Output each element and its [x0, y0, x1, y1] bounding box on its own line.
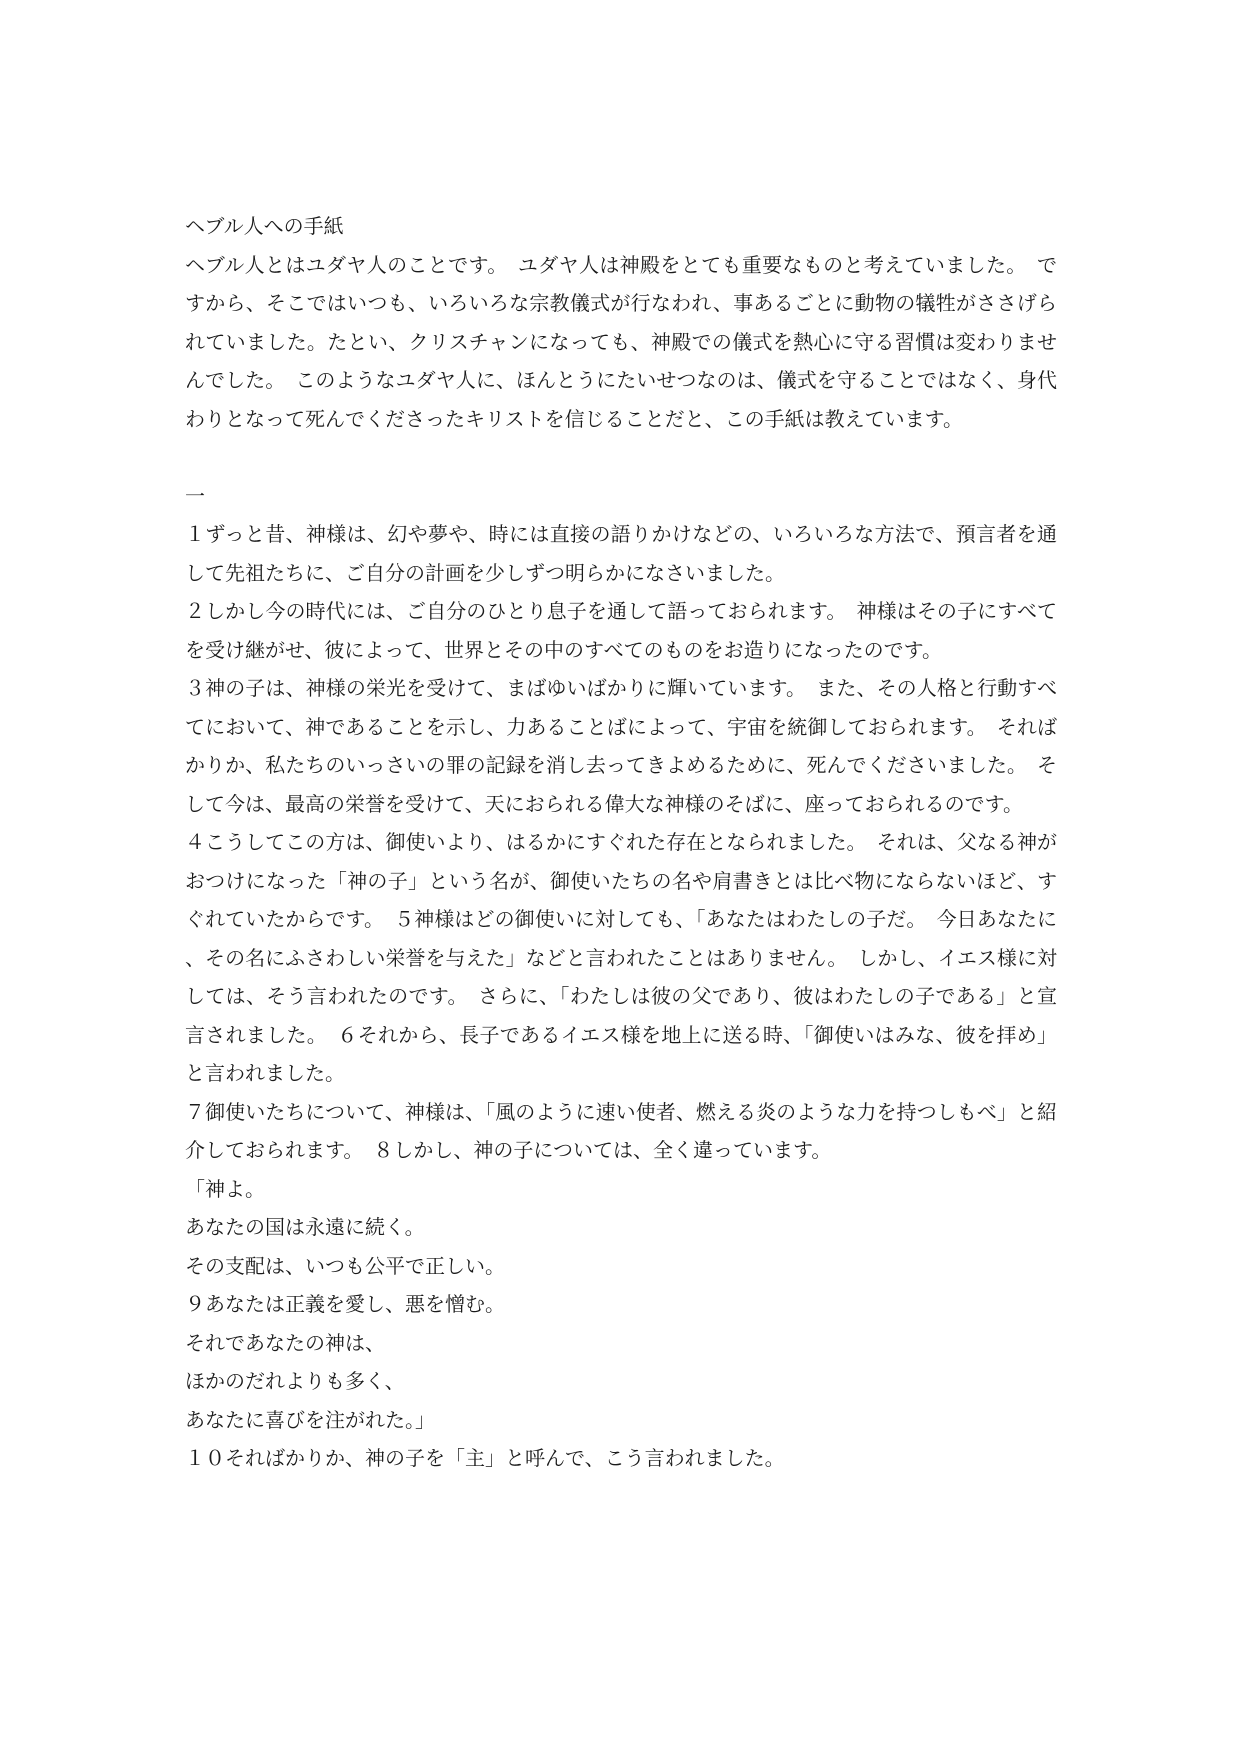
- poem-line: それであなたの神は、: [185, 1330, 385, 1355]
- chapter-heading: 一: [185, 483, 205, 508]
- poem-line: その支配は、いつも公平で正しい。: [185, 1253, 505, 1278]
- document-title: ヘブル人への手紙: [185, 214, 344, 238]
- poem-line: あなたの国は永遠に続く。: [185, 1215, 425, 1239]
- poem-line: 「神よ。: [185, 1176, 265, 1201]
- verse-paragraph: １ずっと昔、神様は、幻や夢や、時には直接の語りかけなどの、いろいろな方法で、預言者を通して先祖たちに、ご自分の計画を少しずつ明らかになさいました。: [185, 522, 1057, 585]
- poem-line: ９あなたは正義を愛し、悪を憎む。: [185, 1292, 505, 1316]
- verse-paragraph: ７御使いたちについて、神様は、「風のように速い使者、燃える炎のような力を持つしもべ」と紹介しておられます。 ８しかし、神の子については、全く違っています。: [185, 1099, 1057, 1162]
- verse-paragraph: ２しかし今の時代には、ご自分のひとり息子を通して語っておられます。 神様はその子にすべてを受け継がせ、彼によって、世界とその中のすべてのものをお造りになったのです。: [185, 599, 1057, 662]
- blank-line: [185, 438, 1057, 477]
- verse-paragraph: ３神の子は、神様の栄光を受けて、まばゆいばかりに輝いています。 また、その人格と行動すべてにおいて、神であることを示し、力あることばによって、宇宙を統御しておられます。 それ​ばかりか、私たちのいっさいの罪の記録を消し去ってきよめるために、死んでくださいました。 そして今は、最高の栄誉を受けて、天におられる偉大な神様のそばに、座っておられるのです。: [185, 676, 1057, 816]
- verse-paragraph: ４こうしてこの方は、御使いより、はるかにすぐれた存在となられました。 それは、父なる神がおつけになった「神の子」という名が、御使いたちの名や肩書きとは比べ物にならないほど、すぐれていたからです。 ５神様はどの御使いに対しても、「あなたはわたしの子だ。 今日あなたに、その名にふさわしい栄誉を与えた」などと言われたことはありません。 しかし、イエス様に対しては、そう言われたのです。 さらに、「わたしは彼の父であり、彼はわたしの子である」と宣言されました。 ６それから、長子であるイエス様を地上に送る時、「御使いはみな、彼を拝め」と言われました。: [185, 830, 1057, 1085]
- document-body: [185, 207, 1057, 1478]
- poem-line: あなたに喜びを注がれた。」: [185, 1407, 435, 1432]
- final-verse: １０そればかりか、神の子を「主」と呼んで、こう言われました。: [185, 1446, 785, 1470]
- poem-line: ほかのだれよりも多く、: [185, 1369, 405, 1393]
- intro-paragraph: ヘブル人とはユダヤ人のことです。 ユダヤ人は神殿をとても重要なものと考えていました。 ですから、そこではいつも、いろいろな宗教儀式が行なわれ、事あるごとに動物の犠牲がささげられていました。たとい、クリスチャンになっても、神殿での儀式を熱心に守る習慣は変わりませんでした。 このようなユダヤ人に、ほんとうにたいせつなのは、儀式を守ることではなく、身代わりとなって死んでくださったキリストを信じることだと、この手紙は教えています。: [185, 252, 1057, 431]
